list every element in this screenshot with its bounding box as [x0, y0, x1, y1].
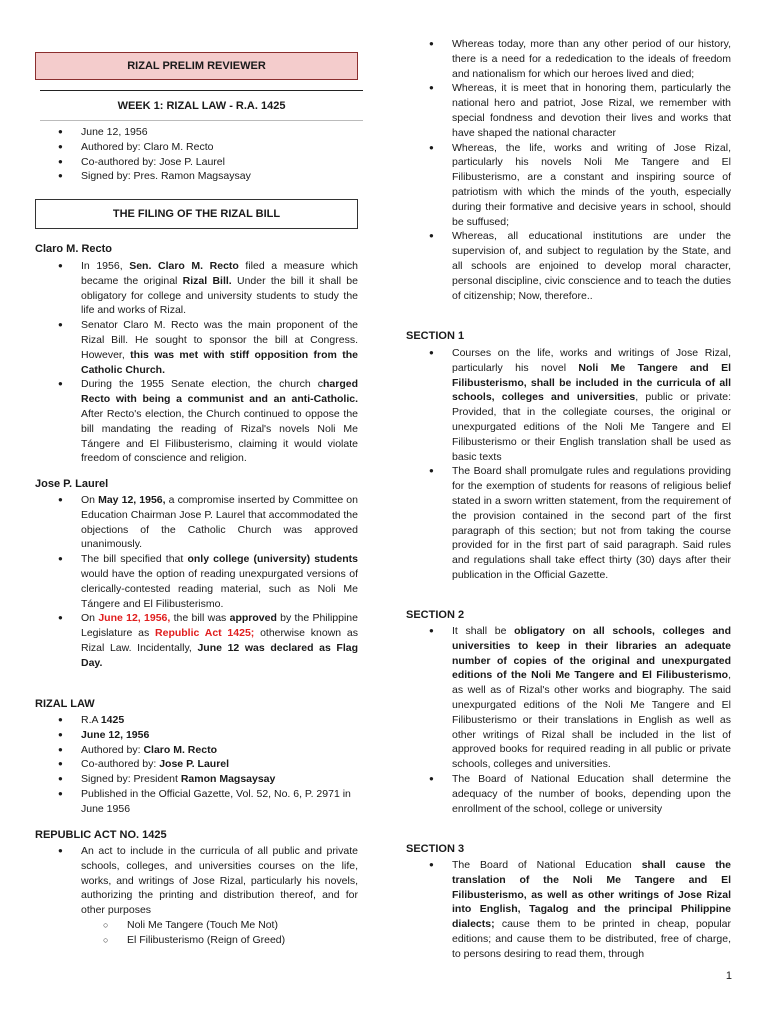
document-title — [35, 52, 358, 80]
filing-heading-text: THE FILING OF THE RIZAL BILL — [112, 208, 281, 220]
laurel-list — [35, 493, 358, 671]
ra1425-list — [35, 844, 358, 948]
week-heading-text: WEEK 1: RIZAL LAW - R.A. 1425 — [117, 99, 286, 112]
list-item: ● Courses on the life, works and writings of Jose Rizal, particularly his novel Noli Me Tangere and El Filibusterismo, shall be included in the curricula of all schools, colleges and universities, public or private: Provided, that in the collegiate courses, the original or unexpurgated editions of the Noli Me Tangere and El Filibusterismo or their English translation shall be used as basic texts — [406, 346, 731, 464]
section2-list — [406, 624, 731, 816]
laurel-heading: Jose P. Laurel — [35, 478, 109, 490]
list-item: ● The bill specified that only college (university) students would have the option of reading unexpurgated versions of clerically-contested reading material, such as Noli Me Tángere and El Filibusterismo. — [35, 552, 358, 611]
novel-sublist — [81, 918, 358, 948]
list-item: ● Co-authored by: Jose P. Laurel — [35, 757, 358, 772]
list-item: ● During the 1955 Senate election, the church charged Recto with being a communist and an anti-Catholic. After Recto's election, the Church continued to oppose the bill mandating the reading of Rizal's novels Noli Me Tángere and El Filibusterismo, claiming it would violate freedom of conscience and religion. — [35, 377, 358, 466]
week-summary-list — [35, 125, 358, 184]
list-item: ● On June 12, 1956, the bill was approved by the Philippine Legislature as Republic Act 1425; otherwise known as Rizal Law. Incidentally, June 12 was declared as Flag Day. — [35, 611, 358, 670]
week-heading — [40, 90, 363, 121]
list-item: ● Whereas, it is meet that in honoring them, particularly the national hero and patriot, Jose Rizal, we remember with special fondness and devotion their lives and works that have shaped the national character — [406, 81, 731, 140]
list-item: ● The Board shall promulgate rules and regulations providing for the exemption of students for reasons of religious belief stated in a sworn written statement, from the requirement of the provision contained in the second part of the first paragraph of this section; but not from taking the course provided for in the first part of said paragraph. Said rules and regulations shall take effect thirty (30) days after their publication in the Official Gazette. — [406, 464, 731, 582]
list-item: ● On May 12, 1956, a compromise inserted by Committee on Education Chairman Jose P. Laurel that accommodated the objections of the Catholic Church was approved unanimously. — [35, 493, 358, 552]
page-number: 1 — [725, 970, 732, 982]
filing-heading — [35, 199, 358, 229]
list-item: ● June 12, 1956 — [35, 728, 358, 743]
list-item: ● Whereas, the life, works and writing of Jose Rizal, particularly his novels Noli Me Tangere and El Filibusterismo, are a constant and inspiring source of patriotism with which the minds of the youth, especially during their formative and decisive years in school, should be suffused; — [406, 141, 731, 230]
list-item: ● In 1956, Sen. Claro M. Recto filed a measure which became the original Rizal Bill. Under the bill it shall be obligatory for college and university students to study the life and works of Rizal. — [35, 259, 358, 318]
list-item: ● Whereas, all educational institutions are under the supervision of, and subject to regulation by the State, and all schools are enjoined to develop moral character, personal discipline, civic conscience and to teach the duties of citizenship; Now, therefore.. — [406, 229, 731, 303]
section2-heading: SECTION 2 — [406, 609, 465, 621]
section3-heading: SECTION 3 — [406, 843, 465, 855]
list-item: ● Authored by: Claro M. Recto — [35, 743, 358, 758]
list-item: ● Senator Claro M. Recto was the main proponent of the Rizal Bill. He sought to sponsor the bill at Congress. However, this was met with stiff opposition from the Catholic Church. — [35, 318, 358, 377]
list-item: ● Signed by: Pres. Ramon Magsaysay — [35, 169, 358, 184]
recto-heading: Claro M. Recto — [35, 243, 113, 255]
list-item: ● The Board of National Education shall cause the translation of the Noli Me Tangere and El Filibusterismo, as well as other writings of Jose Rizal into English, Tagalog and the principal Philippine dialects; cause them to be printed in cheap, popular editions; and cause them to be distributed, free of charge, to persons desiring to read them, through — [406, 858, 731, 962]
list-item: ● Co-authored by: Jose P. Laurel — [35, 155, 358, 170]
section1-heading: SECTION 1 — [406, 330, 465, 342]
ra1425-heading: REPUBLIC ACT NO. 1425 — [35, 829, 167, 841]
section1-list — [406, 346, 731, 583]
list-item: ● The Board of National Education shall determine the adequacy of the number of books, depending upon the enrollment of the school, college or university — [406, 772, 731, 816]
whereas-list — [406, 37, 731, 303]
list-item: ● Published in the Official Gazette, Vol. 52, No. 6, P. 2971 in June 1956 — [35, 787, 358, 817]
rizal-law-heading: RIZAL LAW — [35, 698, 95, 710]
list-item: ● It shall be obligatory on all schools, colleges and universities to keep in their libraries an adequate number of copies of the original and unexpurgated editions of the Noli Me Tangere and El Filibusterismo, as well as of Rizal's other works and biography. The said unexpurgated editions of the Noli Me Tangere and El Filibusterismo or their translations in English as well as other writings of Rizal shall be included in the list of approved books for required reading in all public or private schools, colleges and universities. — [406, 624, 731, 772]
list-item: ● Signed by: President Ramon Magsaysay — [35, 772, 358, 787]
list-item: ● Authored by: Claro M. Recto — [35, 140, 358, 155]
list-item: ○ Noli Me Tangere (Touch Me Not) — [81, 918, 358, 933]
list-item: ○ El Filibusterismo (Reign of Greed) — [81, 933, 358, 948]
list-item: ● An act to include in the curricula of all public and private schools, colleges, and universities courses on the life, works, and writings of Jose Rizal, particularly his novels, authorizing the printing and distribution thereof, and for other purposes ○ Noli Me Tangere (Touch Me Not) ○ El Filibusterismo (Reign of Greed) — [35, 844, 358, 948]
document-title-text: RIZAL PRELIM REVIEWER — [127, 60, 266, 72]
list-item: ● Whereas today, more than any other period of our history, there is a need for a rededication to the ideals of freedom and nationalism for which our heroes lived and died; — [406, 37, 731, 81]
list-item: ● R.A 1425 — [35, 713, 358, 728]
rizal-law-list — [35, 713, 358, 817]
recto-list — [35, 259, 358, 466]
section3-list — [406, 858, 731, 962]
list-item: ● June 12, 1956 — [35, 125, 358, 140]
